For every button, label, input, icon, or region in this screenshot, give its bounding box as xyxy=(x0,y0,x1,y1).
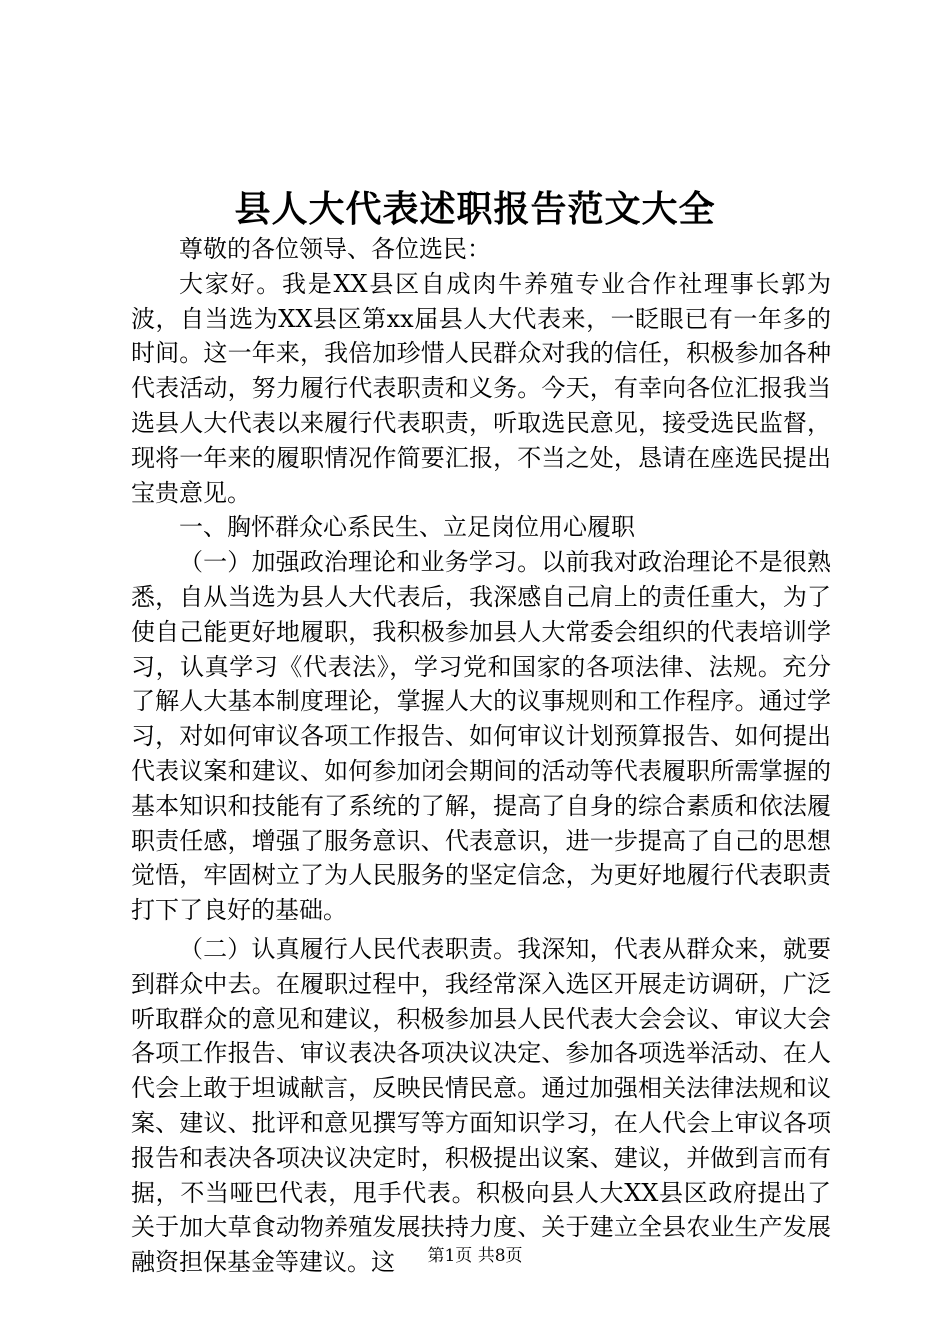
subsection-paragraph-2: （二）认真履行人民代表职责。我深知，代表从群众来，就要到群众中去。在履职过程中，我经常深入选区开展走访调研，广泛听取群众的意见和建议，积极参加县人民代表大会会议、审议大会各项工作报告、审议表决各项决议决定、参加各项选举活动、在人代会上敢于坦诚献言，反映民情民意。通过加强相关法律法规和议案、建议、批评和意见撰写等方面知识学习，在人代会上审议各项报告和表决各项决议决定时，积极提出议案、建议，并做到言而有据，不当哑巴代表，甩手代表。积极向县人大XX县区政府提出了关于加大草食动物养殖发展扶持力度、关于建立全县农业生产发展融资担保基金等建议。这 xyxy=(131,934,831,1277)
intro-paragraph: 大家好。我是XX县区自成肉牛养殖专业合作社理事长郭为波，自当选为XX县区第xx届县人大代表来，一眨眼已有一年多的时间。这一年来，我倍加珍惜人民群众对我的信任，积极参加各种代表活动，努力履行代表职责和义务。今天，有幸向各位汇报我当选县人大代表以来履行代表职责，听取选民意见，接受选民监督，现将一年来的履职情况作简要汇报，不当之处，恳请在座选民提出宝贵意见。 xyxy=(131,269,831,507)
greeting-paragraph: 尊敬的各位领导、各位选民： xyxy=(179,235,491,263)
section-heading: 一、胸怀群众心系民生、立足岗位用心履职 xyxy=(179,513,635,542)
page-number: 第1页 共8页 xyxy=(427,1246,523,1266)
document-title: 县人大代表述职报告范文大全 xyxy=(234,188,716,230)
document-body xyxy=(131,232,831,1280)
subsection-paragraph-1: （一）加强政治理论和业务学习。以前我对政治理论不是很熟悉，自从当选为县人大代表后，我深感自己肩上的责任重大，为了使自己能更好地履职，我积极参加县人大常委会组织的代表培训学习，认真学习《代表法》，学习党和国家的各项法律、法规。充分了解人大基本制度理论，掌握人大的议事规则和工作程序。通过学习，对如何审议各项工作报告、如何审议计划预算报告、如何提出代表议案和建议、如何参加闭会期间的活动等代表履职所需掌握的基本知识和技能有了系统的了解，提高了自身的综合素质和依法履职责任感，增强了服务意识、代表意识，进一步提高了自己的思想觉悟，牢固树立了为人民服务的坚定信念，为更好地履行代表职责打下了良好的基础。 xyxy=(131,548,831,925)
